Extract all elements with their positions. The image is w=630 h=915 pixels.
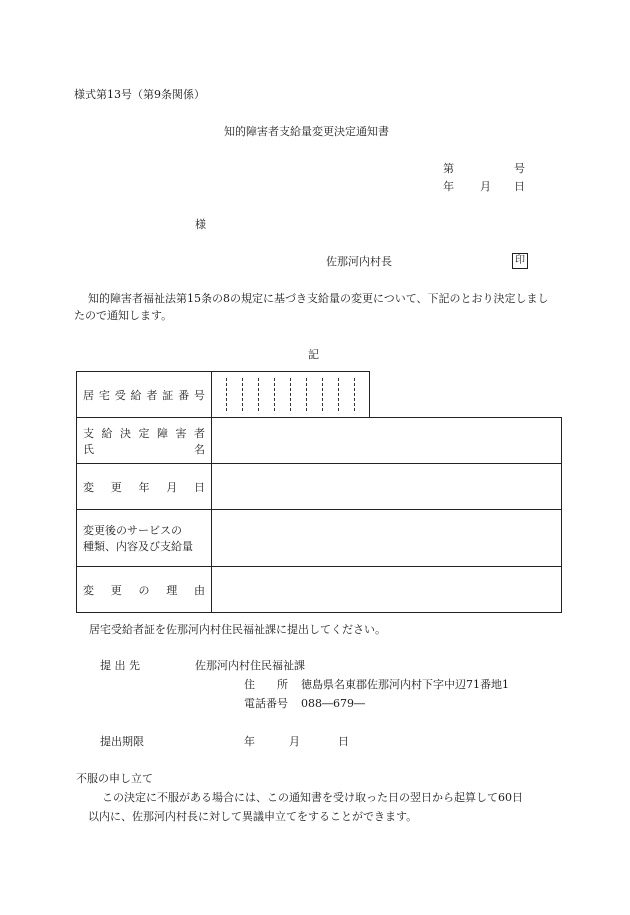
service-after-change-field[interactable] — [212, 510, 562, 567]
deadline-label: 提出期限 — [100, 735, 144, 748]
recipient-suffix: 様 — [195, 218, 206, 231]
change-reason-label: 変 更 の 理 由 — [83, 583, 205, 597]
digit-divider — [274, 378, 275, 411]
digit-divider — [354, 378, 355, 411]
doc-number-prefix: 第 — [443, 162, 454, 175]
certificate-number-label-cell — [77, 372, 212, 418]
certificate-number-table — [76, 371, 370, 418]
deadline-day-label: 日 — [338, 735, 349, 748]
change-date-label: 変 更 年 月 日 — [83, 480, 205, 494]
deadline-year-label: 年 — [244, 735, 255, 748]
recipient-name-label-line1: 支 給 決 定 障 害 者 — [83, 426, 205, 440]
digit-divider — [242, 378, 243, 411]
recipient-name-label-line2: 氏 名 — [83, 442, 205, 456]
address-value: 徳島県名東郡佐那河内村下字中辺71番地1 — [301, 678, 509, 691]
digit-divider — [338, 378, 339, 411]
date-month-label: 月 — [480, 180, 491, 193]
certificate-number-field[interactable] — [212, 372, 370, 418]
service-after-change-label-cell — [77, 510, 212, 567]
phone-label: 電話番号 — [244, 697, 288, 710]
deadline-month-label: 月 — [289, 735, 300, 748]
change-date-label-cell — [77, 464, 212, 510]
change-reason-field[interactable] — [212, 567, 562, 613]
change-date-field[interactable] — [212, 464, 562, 510]
seal-stamp: 印 — [512, 253, 528, 269]
issuer-name: 佐那河内村長 — [326, 255, 392, 268]
date-year-label: 年 — [443, 180, 454, 193]
appeal-heading: 不服の申し立て — [76, 772, 153, 785]
digit-divider — [226, 378, 227, 411]
certificate-number-label: 居 宅 受 給 者 証 番 号 — [83, 388, 205, 402]
submission-notice: 居宅受給者証を佐那河内村住民福祉課に提出してください。 — [89, 623, 386, 636]
address-label: 住 所 — [244, 678, 288, 691]
appeal-text-line1: この決定に不服がある場合には、この通知書を受け取った日の翌日から起算して60日 — [102, 791, 523, 804]
recipient-name-label-cell — [77, 418, 212, 464]
digit-divider — [290, 378, 291, 411]
form-number: 様式第13号（第9条関係） — [74, 88, 205, 101]
service-after-change-label-line2: 種類、内容及び支給量 — [83, 540, 193, 553]
submission-label: 提 出 先 — [100, 659, 140, 672]
ki-heading: 記 — [308, 348, 319, 361]
doc-number-suffix: 号 — [514, 162, 525, 175]
body-paragraph: 知的障害者福祉法第15条の8の規定に基づき支給量の変更について、下記のとおり決定しましたので通知します。 — [74, 292, 549, 322]
document-title: 知的障害者支給量変更決定通知書 — [224, 125, 389, 138]
digit-divider — [306, 378, 307, 411]
service-after-change-label-line1: 変更後のサービスの — [83, 524, 182, 537]
submission-dept: 佐那河内村住民福祉課 — [195, 659, 305, 672]
recipient-name-field[interactable] — [212, 418, 562, 464]
phone-value: 088―679― — [301, 697, 365, 710]
digit-divider — [322, 378, 323, 411]
digit-divider — [258, 378, 259, 411]
appeal-text-line2: 以内に、佐那河内村長に対して異議申立てをすることができます。 — [88, 810, 418, 823]
decision-table — [76, 417, 562, 613]
change-reason-label-cell — [77, 567, 212, 613]
date-day-label: 日 — [514, 180, 525, 193]
